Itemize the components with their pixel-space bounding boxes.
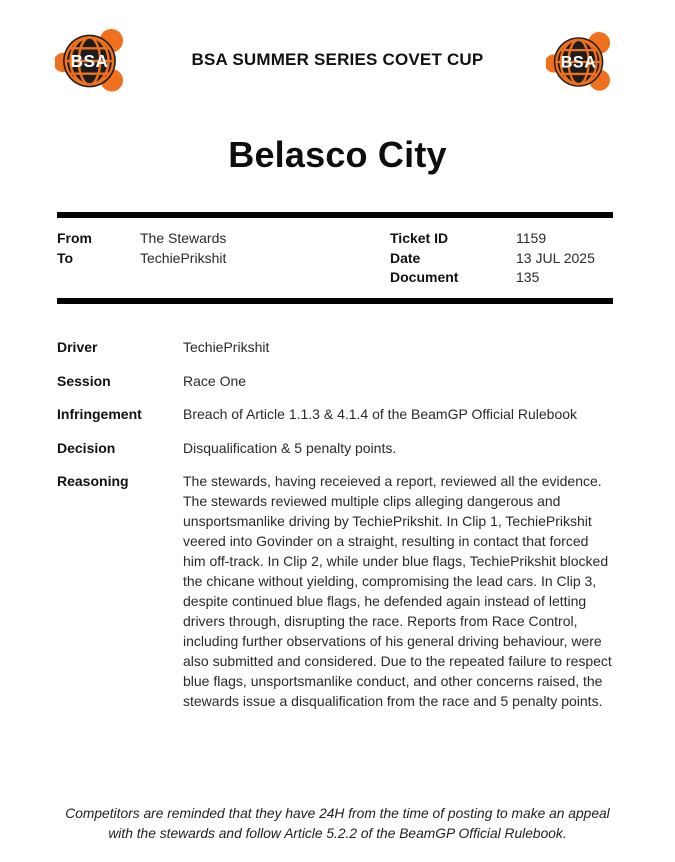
logo-text: BSA bbox=[70, 51, 109, 72]
detail-value-infringement: Breach of Article 1.1.3 & 4.1.4 of the BeamGP Official Rulebook bbox=[183, 406, 578, 422]
meta-label-date: Date bbox=[390, 249, 421, 266]
appeal-notice: Competitors are reminded that they have 24H from the time of posting to make an appeal with the stewards and follow Article 5.2.2 of the BeamGP Official Rulebook. bbox=[65, 806, 610, 841]
meta-value-date: 13 JUL 2025 bbox=[516, 249, 595, 266]
detail-row-driver bbox=[57, 337, 614, 357]
bsa-globe-logo-left bbox=[55, 29, 127, 94]
meta-row-date bbox=[390, 249, 613, 269]
meta-label-ticket-id: Ticket ID bbox=[390, 230, 449, 246]
detail-row-decision bbox=[57, 438, 614, 458]
meta-column-ticket bbox=[390, 229, 613, 288]
detail-row-session bbox=[57, 371, 614, 391]
series-title: BSA SUMMER SERIES COVET CUP bbox=[191, 50, 484, 69]
detail-row-reasoning bbox=[57, 471, 614, 711]
detail-label-decision: Decision bbox=[57, 439, 116, 456]
detail-row-infringement bbox=[57, 404, 614, 424]
detail-value-decision: Disqualification & 5 penalty points. bbox=[183, 439, 397, 456]
meta-value-document: 135 bbox=[516, 269, 540, 285]
meta-row-document bbox=[390, 268, 613, 288]
decision-details bbox=[57, 337, 614, 725]
meta-value-ticket-id: 1159 bbox=[516, 230, 547, 246]
detail-value-reasoning: The stewards, having receieved a report, reviewed all the evidence. The stewards reviewed multiple clips alleging dangerous and unsportsmanlike driving by TechiePrikshit. In Clip 1, TechiePrikshit veered into Govinder on a straight, resulting in contact that forced him off-track. In Clip 2, while under blue flags, TechiePrikshit blocked the chicane without yielding, compromising the lead cars. In Clip 3, despite continued blue flags, he defended again instead of letting drivers through, disrupting the race. Reports from Race Control, including further observations of his general driving behaviour, were also submitted and considered. Due to the repeated failure to respect blue flags, unsportsmanlike conduct, and other concerns raised, the stewards issue a disqualification from the race and 5 penalty points. bbox=[183, 473, 612, 709]
detail-label-session: Session bbox=[57, 372, 111, 389]
meta-value-to: TechiePrikshit bbox=[140, 249, 227, 266]
logo-text: BSA bbox=[560, 53, 597, 72]
detail-label-reasoning: Reasoning bbox=[57, 473, 129, 489]
meta-block bbox=[57, 212, 613, 304]
meta-row-from bbox=[57, 229, 390, 249]
detail-value-session: Race One bbox=[183, 372, 247, 389]
detail-label-driver: Driver bbox=[57, 339, 98, 355]
meta-label-to: To bbox=[57, 249, 74, 266]
detail-label-infringement: Infringement bbox=[57, 406, 142, 422]
meta-value-from: The Stewards bbox=[140, 230, 227, 246]
meta-row-to bbox=[57, 249, 390, 269]
meta-label-from: From bbox=[57, 230, 92, 246]
detail-value-driver: TechiePrikshit bbox=[183, 339, 270, 355]
page-title: Belasco City bbox=[228, 134, 447, 175]
meta-row-ticket-id bbox=[390, 229, 613, 249]
meta-label-document: Document bbox=[390, 269, 459, 285]
bsa-globe-logo-right bbox=[546, 32, 614, 93]
meta-column-from-to bbox=[57, 229, 390, 288]
